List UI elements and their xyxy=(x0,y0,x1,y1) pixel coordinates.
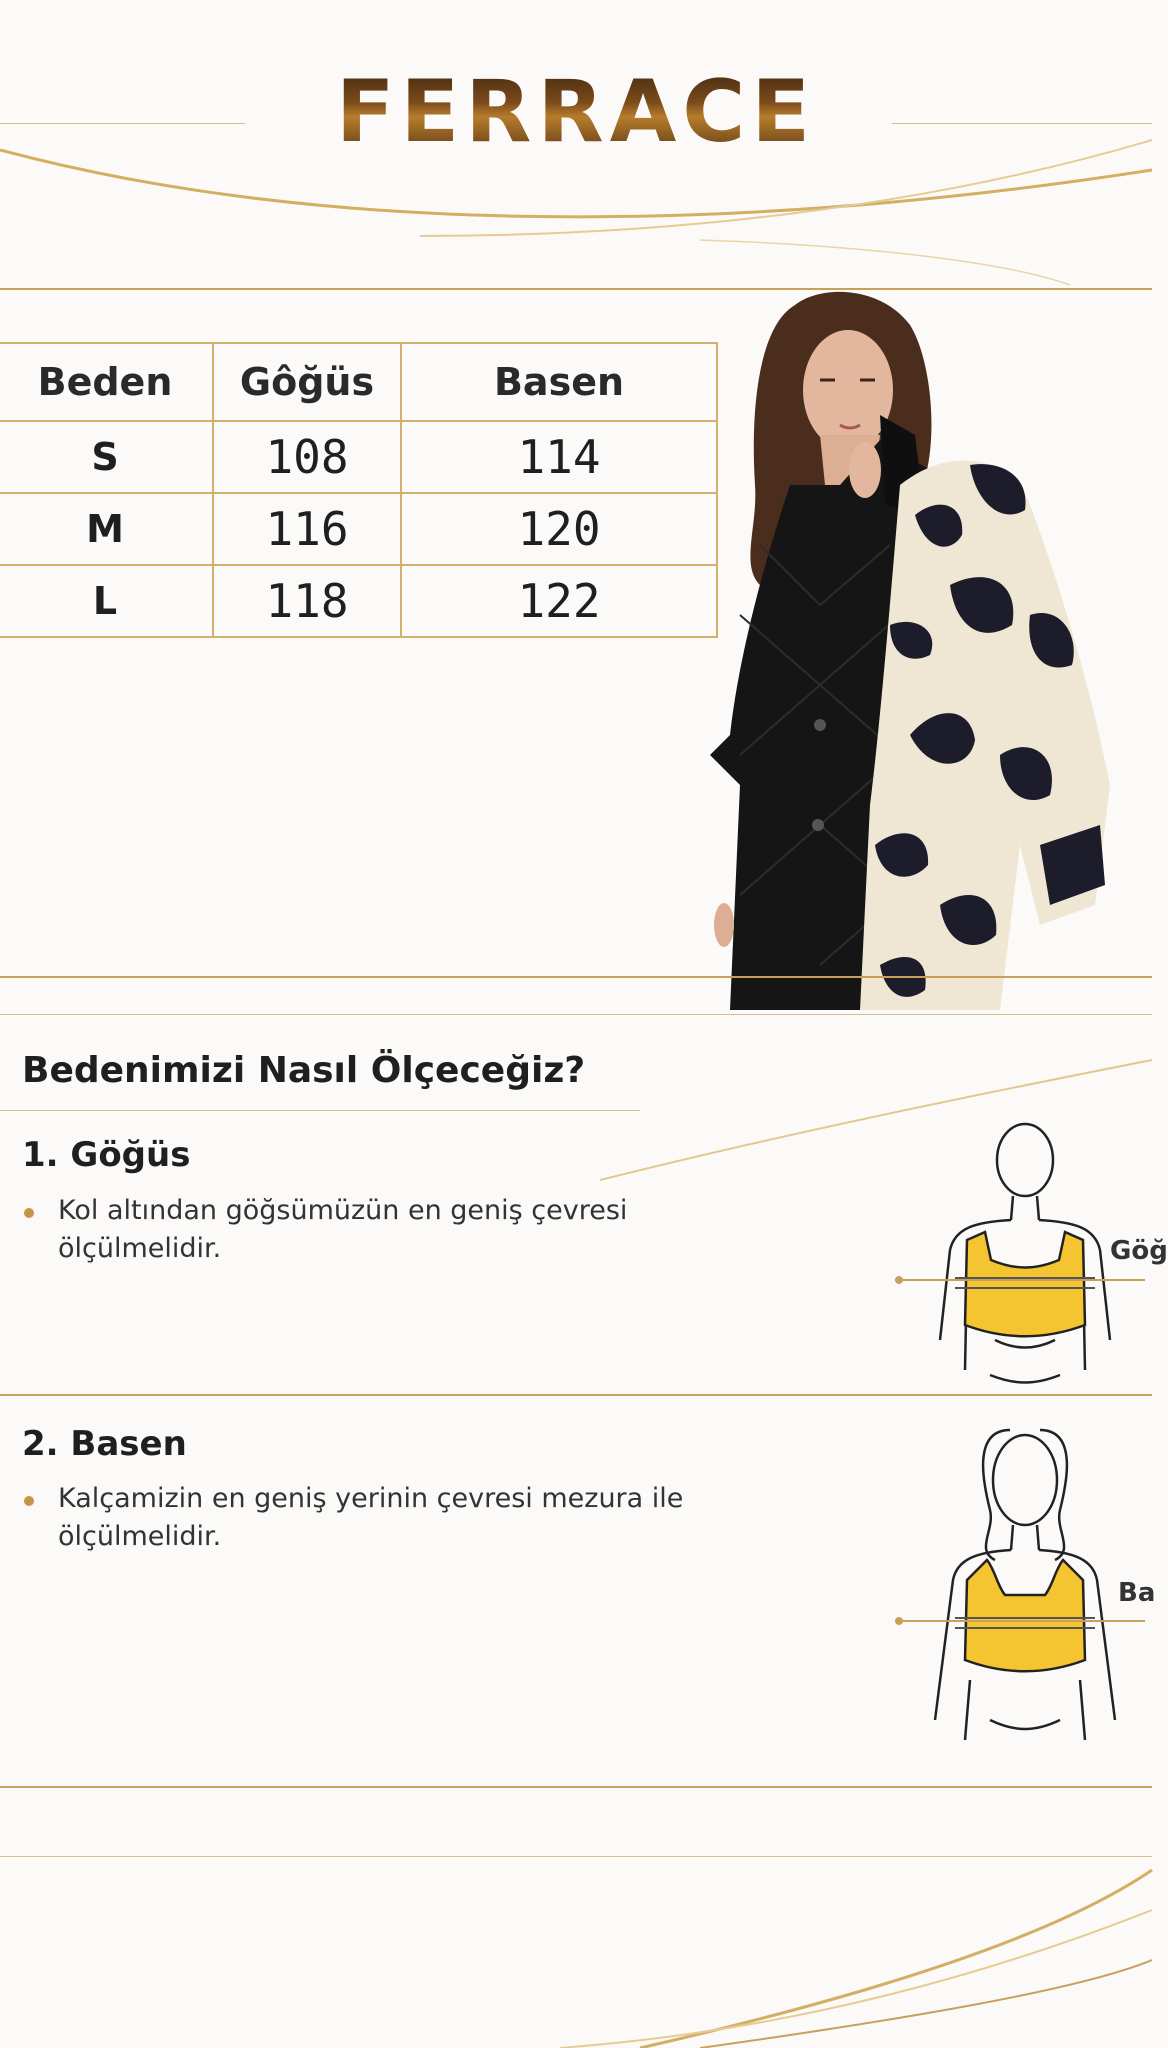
gogus-cell: 118 xyxy=(213,565,401,637)
step-text-gogus xyxy=(58,1192,758,1268)
model-photo xyxy=(700,285,1120,1010)
guide-title-underline xyxy=(0,1110,640,1111)
table-row xyxy=(0,421,717,493)
header-beden: Beden xyxy=(0,343,213,421)
size-cell: S xyxy=(0,421,213,493)
brand-logo: FERRACE xyxy=(0,62,1152,162)
step-text-line: ölçülmelidir. xyxy=(58,1233,222,1264)
footer-decoration xyxy=(0,1850,1152,2048)
table-row xyxy=(0,493,717,565)
guide-title: Bedenimizi Nasıl Ölçeceğiz? xyxy=(22,1050,586,1091)
header-basen: Basen xyxy=(401,343,717,421)
bullet-icon xyxy=(24,1208,34,1218)
header-gogus: Gôğüs xyxy=(213,343,401,421)
bullet-icon xyxy=(24,1496,34,1506)
basen-cell: 120 xyxy=(401,493,717,565)
section-divider xyxy=(0,1394,1152,1396)
basen-cell: 122 xyxy=(401,565,717,637)
step-title-basen: 2. Basen xyxy=(22,1424,187,1464)
step-text-line: Kol altından göğsümüzün en geniş çevresi xyxy=(58,1195,628,1226)
section-divider xyxy=(0,1786,1152,1788)
hip-figure-label: Ba xyxy=(1118,1578,1156,1608)
section-divider xyxy=(0,976,1152,978)
hip-measure-figure xyxy=(895,1420,1152,1750)
gogus-cell: 116 xyxy=(213,493,401,565)
size-table xyxy=(0,342,718,638)
section-divider xyxy=(0,1014,1152,1015)
step-title-gogus: 1. Göğüs xyxy=(22,1135,191,1175)
basen-cell: 114 xyxy=(401,421,717,493)
chest-figure-label: Göğ xyxy=(1110,1236,1168,1266)
step-text-line: ölçülmelidir. xyxy=(58,1521,222,1552)
size-cell: M xyxy=(0,493,213,565)
size-cell: L xyxy=(0,565,213,637)
step-text-line: Kalçamizin en geniş yerinin çevresi mezura ile xyxy=(58,1483,684,1514)
gogus-cell: 108 xyxy=(213,421,401,493)
step-text-basen xyxy=(58,1480,758,1556)
size-table-header xyxy=(0,343,717,421)
table-row xyxy=(0,565,717,637)
